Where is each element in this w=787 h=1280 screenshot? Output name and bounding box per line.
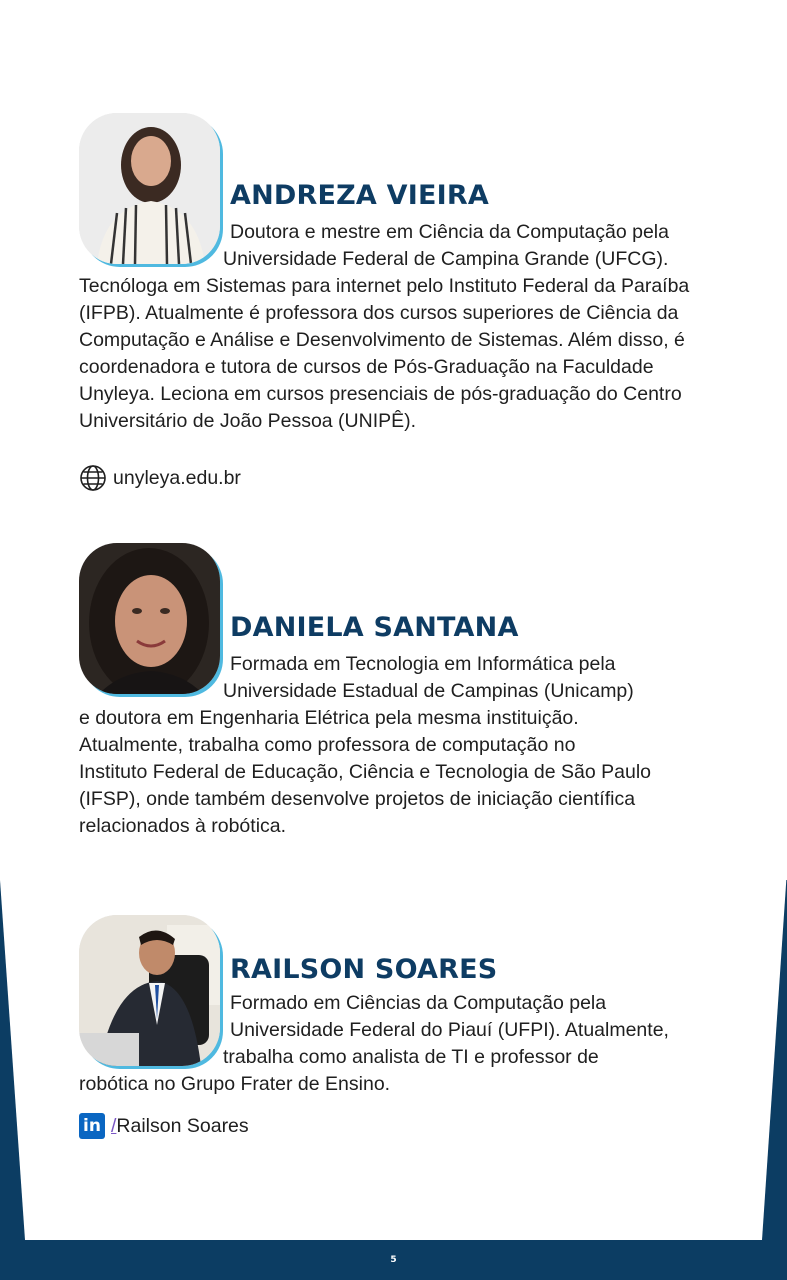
bio-line: robótica no Grupo Frater de Ensino. [79,1073,391,1095]
bio-line: Tecnóloga em Sistemas para internet pelo Instituto Federal da Paraíba [79,275,690,297]
bio-line: Universitário de João Pessoa (UNIPÊ). [79,410,417,432]
bio-line: Atualmente, trabalha como professora de computação no [79,734,576,756]
bio-line: Formado em Ciências da Computação pela [230,992,607,1014]
linkedin-link[interactable] [79,1113,249,1139]
bio-line: Doutora e mestre em Ciência da Computação pela [230,221,669,243]
person-name: ANDREZA VIEIRA [230,180,489,211]
page-footer [0,1240,787,1280]
bio-line: Formada em Tecnologia em Informática pela [230,653,616,675]
bio-line: (IFSP), onde também desenvolve projetos de iniciação científica [79,788,636,810]
profile-photo [79,113,220,264]
profile-photo [79,543,220,694]
bio-line: Unyleya. Leciona em cursos presenciais de pós-graduação do Centro [79,383,682,405]
person-name: RAILSON SOARES [230,954,498,985]
bio-line: Universidade Federal de Campina Grande (UFCG). [223,248,669,270]
website-url: unyleya.edu.br [113,466,241,489]
profile-photo [79,915,220,1066]
person-name: DANIELA SANTANA [230,612,519,643]
bio-line: trabalha como analista de TI e professor de [223,1046,599,1068]
linkedin-icon: in [79,1113,105,1139]
bio-line: Computação e Análise e Desenvolvimento de Sistemas. Além disso, é [79,329,685,351]
bio-line: Universidade Estadual de Campinas (Unicamp) [223,680,634,702]
bio-line: coordenadora e tutora de cursos de Pós-Graduação na Faculdade [79,356,654,378]
page-number: 5 [390,1255,397,1265]
bio-line: e doutora em Engenharia Elétrica pela mesma instituição. [79,707,579,729]
link-prefix: / [111,1114,117,1137]
bio-line: Instituto Federal de Educação, Ciência e Tecnologia de São Paulo [79,761,652,783]
website-link[interactable] [79,464,241,492]
bio-line: Universidade Federal do Piauí (UFPI). Atualmente, [230,1019,669,1041]
bio-line: relacionados à robótica. [79,815,287,837]
globe-icon [79,464,107,492]
linkedin-handle [111,1115,249,1138]
bio-line: (IFPB). Atualmente é professora dos cursos superiores de Ciência da [79,302,679,324]
linkedin-name: Railson Soares [116,1114,249,1137]
